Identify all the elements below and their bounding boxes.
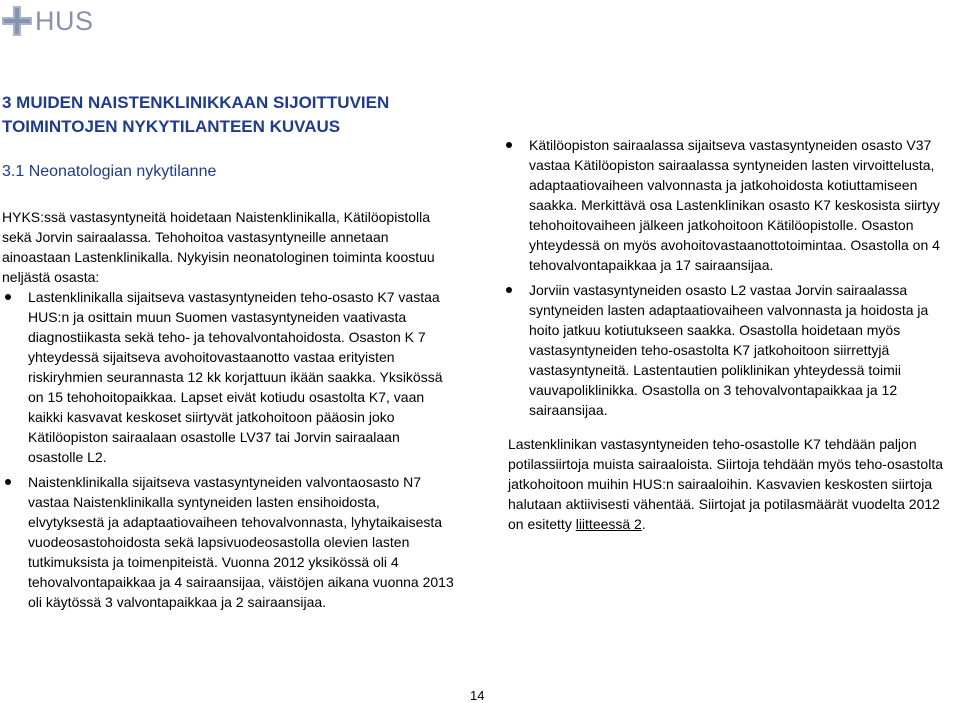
subsection-title: 3.1 Neonatologian nykytilanne (2, 163, 217, 180)
bullet-icon (506, 142, 512, 148)
list-item (503, 135, 959, 275)
list-item-text: Naistenklinikalla sijaitseva vastasyntyneiden valvontaosasto N7 vastaa Naistenklinikalla syntyneiden lasten ensihoidosta, elvytyksestä ja adaptaatiovaiheen tehovalvonnasta, lyhytaikaisesta vuodeosastohoidosta sekä lapsivuodeosastolla olevien lasten tutkimuksista ja toimenpiteistä. Vuonna 2012 yksikössä oli 4 tehovalvontapaikkaa ja 4 sairaansijaa, väistöjen aikana vuonna 2013 oli käytössä 3 valvontapaikkaa ja 2 sairaansijaa. (28, 474, 454, 610)
hus-logo (2, 3, 94, 39)
list-item-text: Jorviin vastasyntyneiden osasto L2 vastaa Jorvin sairaalassa syntyneiden lasten adaptaatiovaiheen valvonnasta ja hoidosta ja hoito jatkuu kotiutukseen saakka. Osastolla hoidetaan myös vastasyntyneiden teho-osastolta K7 jatkohoitoon siirrettyjä vastasyntyneitä. Lastentautien poliklinikan yhteydessä toimii vauvapoliklinikka. Osastolla on 3 tehovalvontapaikkaa ja 12 sairaansijaa. (529, 282, 929, 418)
list-item-text: Kätilöopiston sairaalassa sijaitseva vastasyntyneiden osasto V37 vastaa Kätilöopiston sairaalassa syntyneiden lasten virvoittelusta, adaptaatiovaiheen valvonnasta ja jatkohoidosta kotiuttamiseen saakka. Merkittävä osa Lastenklinikan osasto K7 keskosista siirtyy tehohoitovaiheen jälkeen jatkohoitoon Kätilöopistolle. Osaston yhteydessä on myös avohoitovastaanottotoimintaa. Osastolla on 4 tehovalvontapaikkaa ja 17 sairaansijaa. (529, 137, 940, 273)
list-item (503, 280, 959, 420)
appendix-2-link[interactable]: liitteessä 2 (575, 516, 642, 532)
transfers-paragraph (508, 434, 958, 534)
right-bullet-list (503, 135, 959, 425)
list-item-text: Lastenklinikalla sijaitseva vastasyntyneiden teho-osasto K7 vastaa HUS:n ja osittain muun Suomen vastasyntyneiden vaativasta diagnostiikasta sekä teho- ja tehovalvontahoidosta. Osaston K 7 yhteydessä sijaitseva avohoitovastaanotto vastaa erityisten riskiryhmien seurannasta 12 kk korjattuun ikään saakka. Yksikössä on 15 tehohoitopaikkaa. Lapset eivät kotiudu osastolta K7, vaan kaikki kasvavat keskoset siirtyvät jatkohoitoon pääosin joko Kätilöopiston sairaalaan osastolle LV37 tai Jorvin sairaalaan osastolle L2. (28, 289, 443, 465)
transfers-text-end: . (641, 516, 646, 532)
bullet-icon (5, 479, 11, 485)
section-title: 3 MUIDEN NAISTENKLINIKKAAN SIJOITTUVIEN TOIMINTOJEN NYKYTILANTEEN KUVAUS (2, 93, 390, 136)
logo-text: HUS (35, 5, 94, 36)
list-item (2, 287, 454, 467)
bullet-icon (5, 294, 11, 300)
intro-paragraph: HYKS:ssä vastasyntyneitä hoidetaan Naistenklinikalla, Kätilöopistolla sekä Jorvin sairaalassa. Tehohoitoa vastasyntyneille annetaan ainoastaan Lastenklinikalla. Nykyisin neonatologinen toiminta koostuu neljästä osasta: (2, 209, 435, 285)
list-item (2, 472, 454, 612)
hus-cross-icon (2, 6, 32, 36)
left-bullet-list (2, 287, 454, 617)
bullet-icon (506, 287, 512, 293)
transfers-text: Lastenklinikan vastasyntyneiden teho-osastolle K7 tehdään paljon potilassiirtoja muista sairaaloista. Siirtoja tehdään myös teho-osastolta jatkohoitoon muihin HUS:n sairaaloihin. Kasvavien keskosten siirtoja halutaan aktiivisesti vähentää. Siirtojat ja potilasmäärät vuodelta 2012 on esitetty (508, 436, 943, 532)
page-number: 14 (470, 688, 485, 703)
